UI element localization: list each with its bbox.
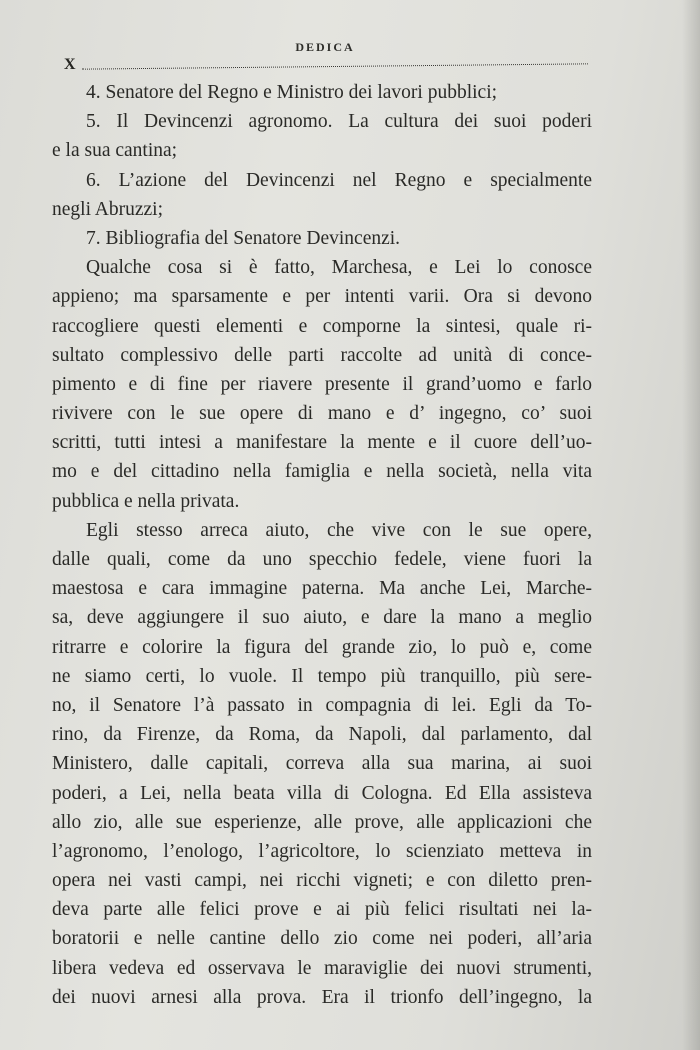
text-line: ne siamo certi, lo vuole. Il tempo più tranquillo, più sere- xyxy=(52,665,592,687)
page-number: X xyxy=(64,56,76,73)
text-line: pubblica e nella privata. xyxy=(52,490,240,512)
text-line: no, il Senatore l’à passato in compagnia di lei. Egli da To- xyxy=(52,694,592,716)
text-line: dalle quali, come da uno specchio fedele, viene fuori la xyxy=(52,549,592,570)
text-line: 6. L’azione del Devincenzi nel Regno e specialmente xyxy=(86,169,592,191)
text-line: maestosa e cara immagine paterna. Ma anche Lei, Marche- xyxy=(52,578,592,600)
text-line: rivivere con le sue opere di mano e d’ ingegno, co’ suoi xyxy=(52,403,592,425)
text-line: raccogliere questi elementi e comporne la sintesi, quale ri- xyxy=(52,315,592,337)
text-line: rino, da Firenze, da Roma, da Napoli, dal parlamento, dal xyxy=(52,724,592,746)
header-dotted-rule xyxy=(82,63,588,69)
text-line: Ministero, dalle capitali, correva alla sua marina, ai suoi xyxy=(52,753,592,775)
text-line: libera vedeva ed osservava le maraviglie dei nuovi strumenti, xyxy=(52,957,592,979)
body-text xyxy=(52,78,592,1012)
text-line: Egli stesso arreca aiuto, che vive con le sue opere, xyxy=(86,519,592,541)
text-line: pimento e di fine per riavere presente il grand’uomo e farlo xyxy=(52,373,592,395)
text-line: e la sua cantina; xyxy=(52,140,178,162)
text-line: poderi, a Lei, nella beata villa di Cologna. Ed Ella assisteva xyxy=(52,782,592,804)
text-line: l’agronomo, l’enologo, l’agricoltore, lo scienziato metteva in xyxy=(52,840,592,862)
text-line: Qualche cosa si è fatto, Marchesa, e Lei lo conosce xyxy=(86,257,592,279)
text-line: deva parte alle felici prove e ai più felici risultati nei la- xyxy=(52,899,592,921)
running-head: DEDICA xyxy=(295,40,355,54)
text-line: appieno; ma sparsamente e per intenti varii. Ora si devono xyxy=(52,286,592,308)
text-line: 7. Bibliografia del Senatore Devincenzi. xyxy=(86,227,401,249)
text-line: negli Abruzzi; xyxy=(52,198,164,220)
page-header xyxy=(60,36,590,76)
page-edge-shadow xyxy=(682,0,700,1050)
text-line: 4. Senatore del Regno e Ministro dei lavori pubblici; xyxy=(86,82,498,103)
text-line: sultato complessivo delle parti raccolte ad unità di conce- xyxy=(52,344,592,366)
text-line: sa, deve aggiungere il suo aiuto, e dare la mano a meglio xyxy=(52,607,592,629)
text-line: 5. Il Devincenzi agronomo. La cultura dei suoi poderi xyxy=(86,111,592,133)
text-line: allo zio, alle sue esperienze, alle prove, alle applicazioni che xyxy=(52,811,592,833)
text-line: scritti, tutti intesi a manifestare la mente e il cuore dell’uo- xyxy=(52,432,592,454)
text-line: mo e del cittadino nella famiglia e nella società, nella vita xyxy=(52,461,592,483)
text-line: opera nei vasti campi, nei ricchi vigneti; e con diletto pren- xyxy=(52,870,592,892)
text-line: dei nuovi arnesi alla prova. Era il trionfo dell’ingegno, la xyxy=(52,986,592,1008)
text-line: boratorii e nelle cantine dello zio come nei poderi, all’aria xyxy=(52,928,592,950)
text-line: ritrarre e colorire la figura del grande zio, lo può e, come xyxy=(52,636,592,658)
